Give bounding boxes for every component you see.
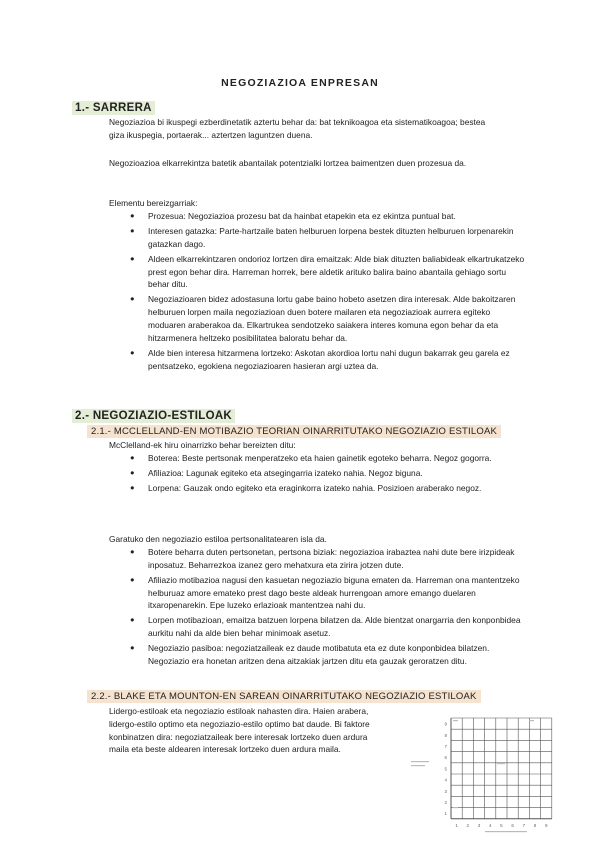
x-tick-label: 2 bbox=[466, 822, 470, 828]
list-item: ● Aldeen elkarrekintzaren ondorioz lortzen dira emaitzak: Alde biak dituzten baliabideak elkartrukatzeko prest egon behar dira. Harreman horrek, bere aldetik arituko balira baino abantaila gehiago sortu behar ditu. bbox=[130, 253, 526, 291]
y-tick-label: 3 bbox=[444, 788, 447, 794]
y-tick-label: 5 bbox=[444, 766, 447, 772]
grid-lines bbox=[451, 718, 552, 819]
y-axis-ticks bbox=[444, 722, 447, 817]
bullet-list bbox=[130, 210, 526, 375]
list-item: ● Prozesua: Negoziazioa prozesu bat da hainbat etapekin eta ez ekintza puntual bat. bbox=[130, 210, 526, 223]
paragraph: Garatuko den negoziazio estiloa pertsonalitatearen isla da. bbox=[109, 534, 327, 544]
list-item: ● Boterea: Beste pertsonak menperatzeko eta haien gainetik egoteko beharra. Negoz gogorra. bbox=[130, 452, 526, 465]
grid-cell-label-mark bbox=[529, 720, 534, 721]
x-tick-label: 5 bbox=[500, 822, 503, 828]
axis-label-mark bbox=[411, 761, 429, 762]
bullet-list bbox=[130, 452, 526, 497]
y-tick-label: 6 bbox=[444, 755, 447, 761]
x-tick-label: 3 bbox=[477, 822, 481, 828]
grid-cell-label-mark bbox=[453, 720, 458, 721]
list-item: ● Afiliazioa: Lagunak egiteko eta atsegingarria izateko nahia. Negoz biguna. bbox=[130, 467, 526, 480]
list-item: ● Lorpena: Gauzak ondo egiteko eta eraginkorra izateko nahia. Posizioen araberako negoz. bbox=[130, 482, 526, 495]
paragraph: Lidergo-estiloak eta negoziazio estiloak nahasten dira. Haien arabera, lidergo-estilo optimo eta negoziazio-estilo optimo bat daude. Bi faktore konbinatzen dira: negoziatzaileak bere interesak lortzeko duen ardura maila eta beste aldearen interesak lortzeko duen ardura maila. bbox=[109, 706, 370, 755]
section-heading-sarrera: 1.- SARRERA bbox=[72, 101, 155, 115]
subsection-heading-mcclelland: 2.1.- MCCLELLAND-EN MOTIBAZIO TEORIAN OINARRITUTAKO NEGOZIAZIO ESTILOAK bbox=[87, 425, 501, 438]
x-tick-label: 9 bbox=[544, 822, 548, 828]
y-tick-label: 7 bbox=[444, 744, 447, 749]
x-axis-ticks bbox=[455, 823, 548, 828]
document-title: NEGOZIAZIOA ENPRESAN bbox=[221, 77, 379, 89]
list-item: ● Negoziazio pasiboa: negoziatzaileak ez daude motibatuta eta ez dute konponbidea bilatzen. Negoziazio era honetan aritzen dena aitzakiak jartzen ditu eta gauzak geroratzen ditu. bbox=[130, 642, 526, 668]
managerial-grid-diagram bbox=[405, 715, 555, 839]
x-tick-label: 8 bbox=[533, 822, 537, 828]
y-tick-label: 8 bbox=[444, 732, 447, 738]
paragraph: Negoziazioa bi ikuspegi ezberdinetatik aztertu behar da: bat teknikoagoa eta sistematikoagoa; bestea giza ikuspegia, portaerak... aztertzen laguntzen duena. bbox=[109, 117, 486, 140]
list-item: ● Botere beharra duten pertsonetan, pertsona biziak: negoziazioa irabaztea nahi dute bere irizpideak inposatuz. Beharrezkoa izanez gero mehatxura eta zirira jotzen dute. bbox=[130, 546, 526, 572]
list-item: ● Alde bien interesa hitzarmena lortzeko: Askotan akordioa lortu nahi dugun bakarrak geu garela ez pentsatzeko, egokiena negoziazioaren hasieran argi uztea da. bbox=[130, 347, 526, 373]
grid-cell-label-mark bbox=[453, 807, 458, 808]
list-item: ● Negoziazioaren bidez adostasuna lortu gabe baino hobeto asetzen dira interesak. Alde bakoitzaren helburuen lorpen maila negoziazioan duen botere mailaren eta negoziazioak aurrera egiteko moduaren araberakoa da. Elkartrukea sendotzeko saiakera interes komuna egon behar da eta hitzarmenera heltzeko posibilitatea baloratu behar da. bbox=[130, 293, 526, 344]
paragraph: Elementu bereizgarriak: bbox=[109, 198, 198, 208]
x-tick-label: 4 bbox=[488, 822, 492, 828]
list-item: ● Interesen gatazka: Parte-hartzaile baten helburuen lorpena bestek dituzten helburuen lorpenarekin gatazkan dago. bbox=[130, 225, 526, 251]
paragraph: McClelland-ek hiru oinarrizko behar bereizten ditu: bbox=[109, 440, 296, 450]
y-tick-label: 4 bbox=[444, 777, 447, 783]
y-tick-label: 2 bbox=[444, 800, 447, 805]
subsection-heading-blake-mounton: 2.2.- BLAKE ETA MOUNTON-EN SAREAN OINARRITUTAKO NEGOZIAZIO ESTILOAK bbox=[87, 690, 481, 703]
y-tick-label: 1 bbox=[444, 811, 447, 817]
list-item: ● Afiliazio motibazioa nagusi den kasuetan negoziazio biguna ematen da. Harreman ona mantentzeko helburuaz amore emateko prest dago beste aldeak hurrengoan amore emango duelaren itxaropenarekin. Epe luzeko erlazioak mantentzea nahi du. bbox=[130, 574, 526, 612]
y-tick-label: 9 bbox=[444, 721, 447, 727]
x-tick-label: 7 bbox=[522, 822, 526, 828]
list-item: ● Lorpen motibazioan, emaitza batzuen lorpena bilatzen da. Alde bientzat onargarria den konponbidea aurkitu nahi da alde bien behar minimoak asetuz. bbox=[130, 614, 526, 640]
section-heading-negoziazio-estiloak: 2.- NEGOZIAZIO-ESTILOAK bbox=[72, 409, 235, 423]
grid-cell-label-mark bbox=[497, 763, 505, 764]
bullet-list bbox=[130, 546, 526, 670]
paragraph: Negozioazioa elkarrekintza batetik abantailak potentzialki lortzea baimentzen duen prozesua da. bbox=[109, 158, 467, 168]
axis-label-mark bbox=[485, 831, 527, 832]
x-tick-label: 6 bbox=[511, 822, 514, 828]
x-tick-label: 1 bbox=[455, 822, 458, 828]
axis-label-mark bbox=[411, 765, 425, 766]
